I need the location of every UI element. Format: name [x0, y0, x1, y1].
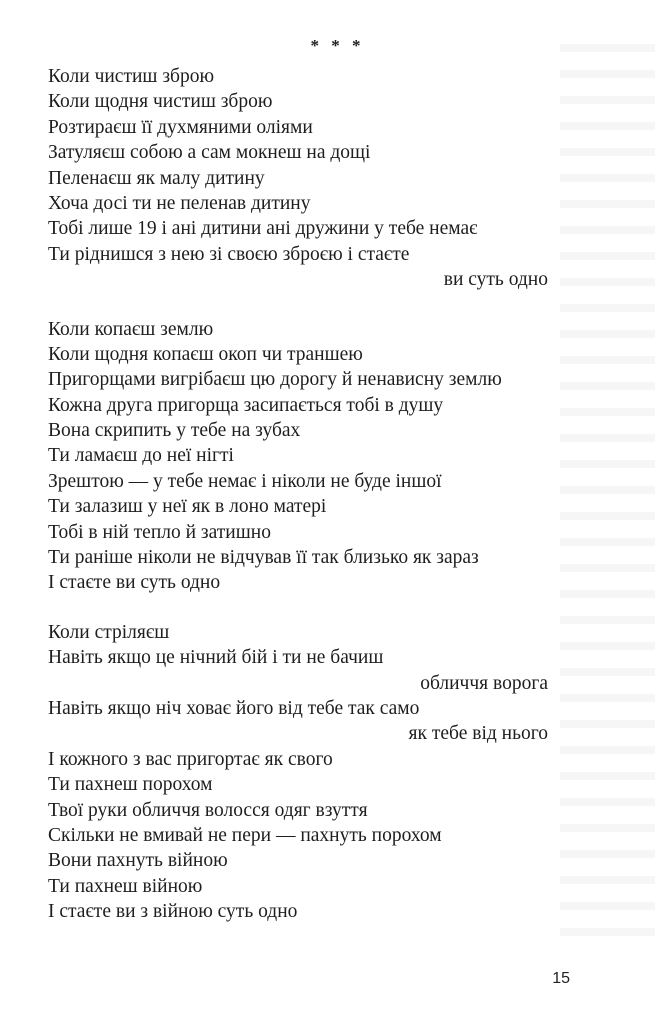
poem-line: Пригорщами вигрібаєш цю дорогу й ненависну землю	[48, 369, 502, 391]
stanza-2	[48, 317, 548, 596]
poem-line: Твої руки обличчя волосся одяг взуття	[48, 799, 368, 821]
poem-line: Вони пахнуть війною	[48, 850, 228, 872]
poem-line: Навіть якщо ніч ховає його від тебе так само	[48, 697, 420, 719]
poem-line: Хоча досі ти не пеленав дитину	[48, 192, 311, 214]
poem-line: Затуляєш собою а сам мокнеш на дощі	[48, 142, 371, 164]
poem-line: Тобі лише 19 і ані дитини ані дружини у тебе немає	[48, 218, 478, 240]
poem-line: Ти ріднишся з нею зі своєю зброєю і стаєте	[48, 243, 410, 265]
stanza-break	[48, 596, 548, 620]
poem-line: Коли копаєш землю	[48, 318, 214, 340]
poem-line: Кожна друга пригорща засипається тобі в душу	[48, 394, 444, 416]
stanza-break	[48, 293, 548, 317]
poem-line: Ти залазиш у неї як в лоно матері	[48, 496, 327, 518]
poem-line: Зрештою — у тебе немає і ніколи не буде іншої	[48, 470, 442, 492]
poem-line: Коли щодня копаєш окоп чи траншею	[48, 343, 363, 365]
poem-line: Розтираєш її духмяними оліями	[48, 116, 313, 138]
poem-line: Вона скрипить у тебе на зубах	[48, 420, 301, 442]
poem-line: Ти раніше ніколи не відчував її так близько як зараз	[48, 547, 479, 569]
poem	[48, 64, 548, 925]
poem-line: Скільки не вмивай не пери — пахнуть порохом	[48, 824, 442, 846]
stanza-3	[48, 620, 548, 925]
poem-line-continuation: ви суть одно	[443, 269, 548, 291]
poem-line: Коли чистиш зброю	[48, 66, 215, 87]
reverse-page-bleed-through	[560, 30, 655, 950]
poem-line-continuation: обличчя ворога	[420, 672, 548, 694]
poem-line: Тобі в ній тепло й затишно	[48, 521, 271, 543]
poem-line: Ти пахнеш порохом	[48, 774, 213, 796]
poem-line-continuation: як тебе від нього	[408, 723, 548, 745]
poem-line: Навіть якщо це нічний бій і ти не бачиш	[48, 647, 384, 669]
stanza-1	[48, 64, 548, 293]
poem-line: І кожного з вас пригортає як свого	[48, 748, 333, 770]
poem-line: Коли щодня чистиш зброю	[48, 91, 273, 113]
poem-line: І стаєте ви з війною суть одно	[48, 901, 298, 923]
poem-line: Ти ламаєш до неї нігті	[48, 445, 234, 467]
poem-line: Пеленаєш як малу дитину	[48, 167, 265, 189]
page-number: 15	[552, 970, 570, 987]
poem-line: І стаєте ви суть одно	[48, 572, 221, 594]
poem-line: Ти пахнеш війною	[48, 875, 203, 897]
poem-line: Коли стріляєш	[48, 621, 170, 643]
section-ornament: * * *	[310, 36, 365, 55]
